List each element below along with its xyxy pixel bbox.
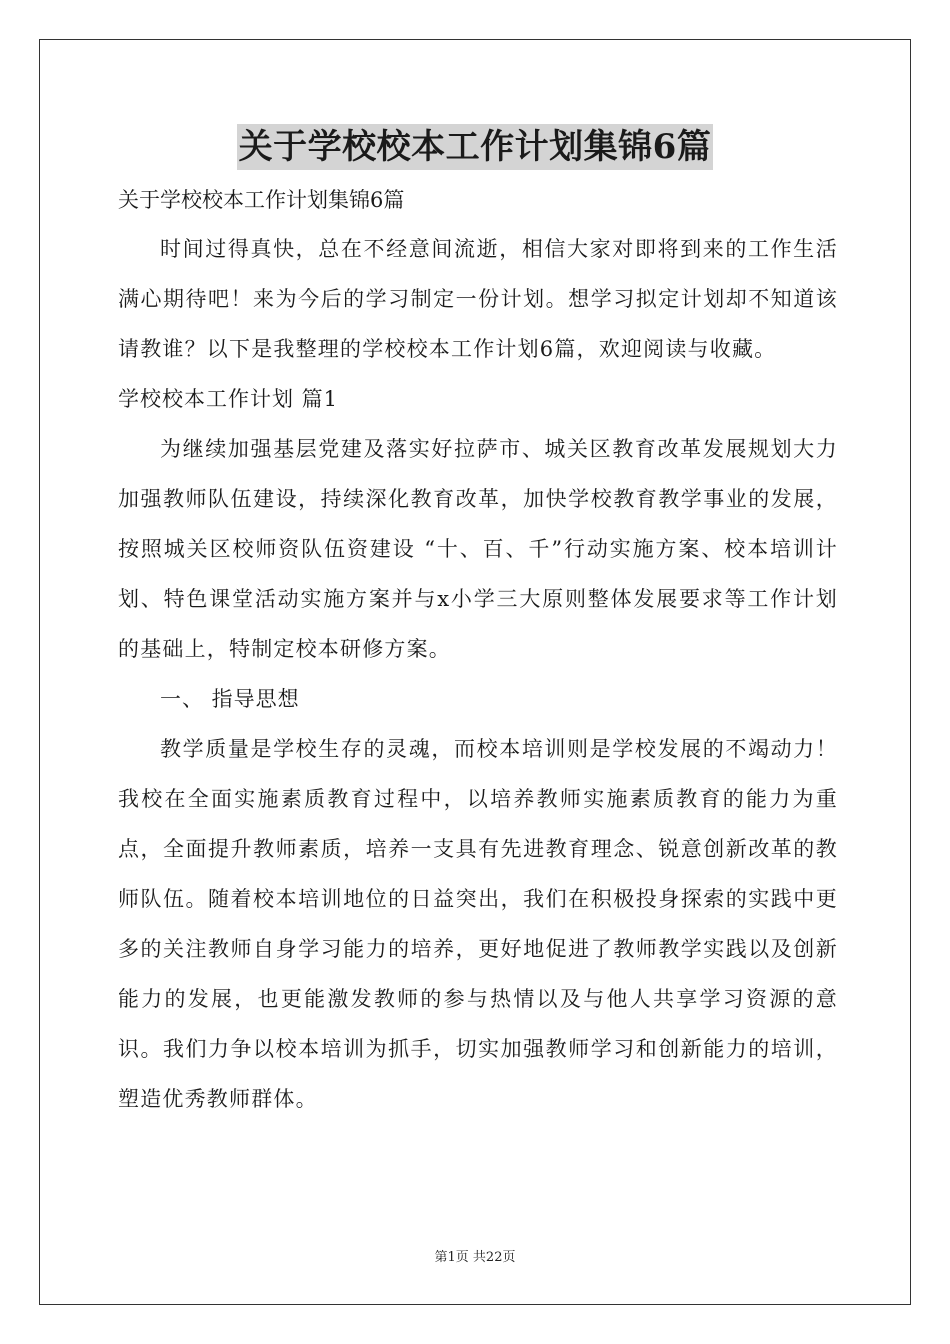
document-body: [118, 180, 838, 1124]
guidance-heading: 一、 指导思想: [160, 687, 300, 711]
page-footer: [0, 1246, 950, 1265]
document-title: 关于学校校本工作计划集锦6篇: [237, 124, 714, 170]
section-heading: 学校校本工作计划 篇1: [118, 387, 339, 411]
section-paragraph: 为继续加强基层党建及落实好拉萨市、城关区教育改革发展规划大力加强教师队伍建设，持续深化教育改革，加快学校教育教学事业的发展，按照城关区校师资队伍资建设 “十、百、千”行动实施方案、校本培训计划、特色课堂活动实施方案并与x小学三大原则整体发展要求等工作计划的基础上，特制定校本研修方案。: [118, 437, 838, 661]
intro-paragraph: 时间过得真快，总在不经意间流逝，相信大家对即将到来的工作生活满心期待吧！来为今后的学习制定一份计划。想学习拟定计划却不知道该请教谁？以下是我整理的学校校本工作计划6篇，欢迎阅读与收藏。: [118, 237, 838, 361]
document-subtitle: 关于学校校本工作计划集锦6篇: [118, 188, 405, 212]
guidance-paragraph: 教学质量是学校生存的灵魂，而校本培训则是学校发展的不竭动力！我校在全面实施素质教育过程中，以培养教师实施素质教育的能力为重点，全面提升教师素质，培养一支具有先进教育理念、锐意创新改革的教师队伍。随着校本培训地位的日益突出，我们在积极投身探索的实践中更多的关注教师自身学习能力的培养，更好地促进了教师教学实践以及创新能力的发展，也更能激发教师的参与热情以及与他人共享学习资源的意识。我们力争以校本培训为抓手，切实加强教师学习和创新能力的培训，塑造优秀教师群体。: [118, 737, 838, 1111]
document-title-container: [0, 124, 950, 172]
page-number: 第1页 共22页: [434, 1250, 516, 1265]
